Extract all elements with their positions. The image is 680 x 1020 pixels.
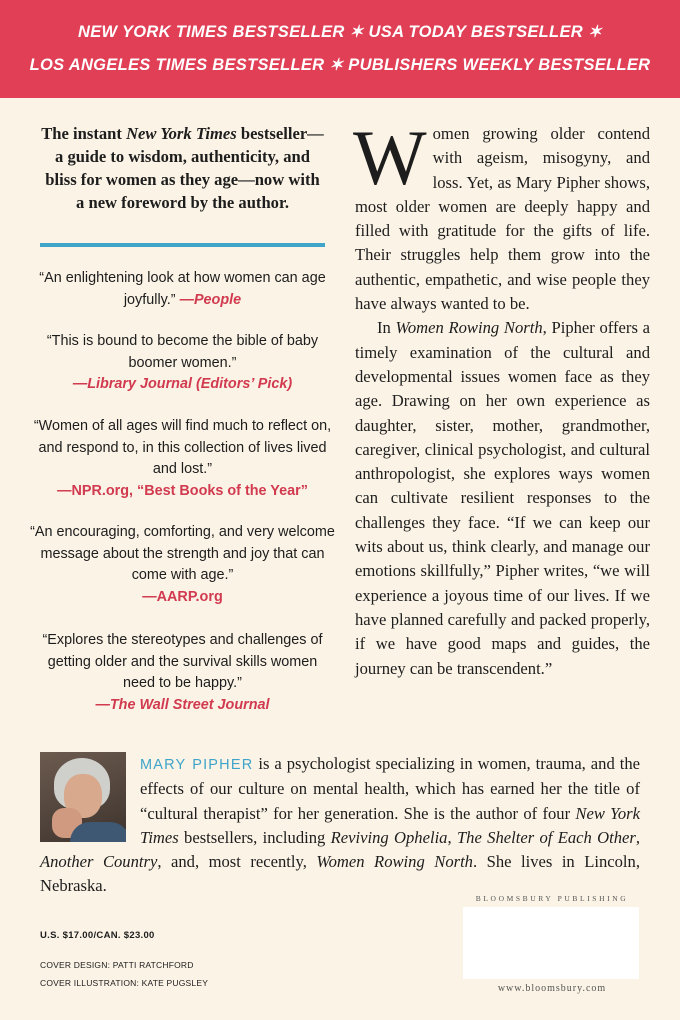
review-quote: “An enlightening look at how women can age joyfully.” —People <box>39 270 326 308</box>
divider-rule <box>40 243 325 247</box>
author-bio: MARY PIPHER is a psychologist specializing in women, trauma, and the effects of our culture on mental health, which has earned her the title of “cultural therapist” for her generation. She is the author of four New York Times bestsellers, including Reviving Ophelia, The Shelter of Each Other, Another Country, and, most recently, Women Rowing North. She lives in Lincoln, Nebraska. <box>40 754 640 896</box>
tagline: The instant New York Times bestseller—a guide to wisdom, authenticity, and bliss for women as they age—now with a new foreword by the author. <box>41 124 324 212</box>
cover-design-credit: COVER DESIGN: PATTI RATCHFORD <box>40 960 194 970</box>
review-quote: “An encouraging, comforting, and very welcome message about the strength and joy that can come with age.” —AARP.org <box>30 524 335 605</box>
cover-illustration-credit: COVER ILLUSTRATION: KATE PUGSLEY <box>40 978 209 988</box>
review-quote: “Women of all ages will find much to reflect on, and respond to, in this collection of lives lived and lost.” —NPR.org, “Best Books of the Year” <box>33 418 332 499</box>
review-quote: “This is bound to become the bible of baby boomer women.” —Library Journal (Editors’ Pick) <box>46 333 319 392</box>
publisher-website: www.bloomsbury.com <box>497 983 607 994</box>
book-description <box>353 114 650 681</box>
publisher-name: BLOOMSBURY PUBLISHING <box>475 894 629 903</box>
description-paragraph-1: Women growing older contend with ageism, misogyny, and loss. Yet, as Mary Pipher shows, most older women are deeply happy and filled with gratitude for the gifts of life. Their struggles help them grow into the authentic, empathetic, and wise people they have always wanted to be. <box>353 114 650 314</box>
review-quote: “Explores the stereotypes and challenges of getting older and the survival skills women need to be happy.” —The Wall Street Journal <box>42 632 323 713</box>
banner-line-2: LOS ANGELES TIMES BESTSELLER ✶ PUBLISHERS WEEKLY BESTSELLER <box>29 56 651 74</box>
price: U.S. $17.00/CAN. $23.00 <box>40 930 155 941</box>
description-paragraph-2: In Women Rowing North, Pipher offers a timely examination of the cultural and developmental issues women face as they age. Drawing on her own experience as daughter, sister, mother, grandmother, caregiver, clinical psychologist, and cultural anthropologist, she explores ways women can cultivate resilient responses to the challenges they face. “If we can keep our wits about us, think clearly, and manage our emotions skillfully,” Pipher writes, “we will experience a joyous time of our lives. If we have planned carefully and packed properly, if we have good maps and guides, the journey can be transcendent.” <box>355 318 650 678</box>
author-name: MARY PIPHER <box>140 757 254 773</box>
banner-line-1: NEW YORK TIMES BESTSELLER ✶ USA TODAY BESTSELLER ✶ <box>78 23 602 41</box>
barcode-area <box>463 907 639 979</box>
bestseller-banner <box>0 0 680 98</box>
drop-cap: W <box>353 114 427 201</box>
